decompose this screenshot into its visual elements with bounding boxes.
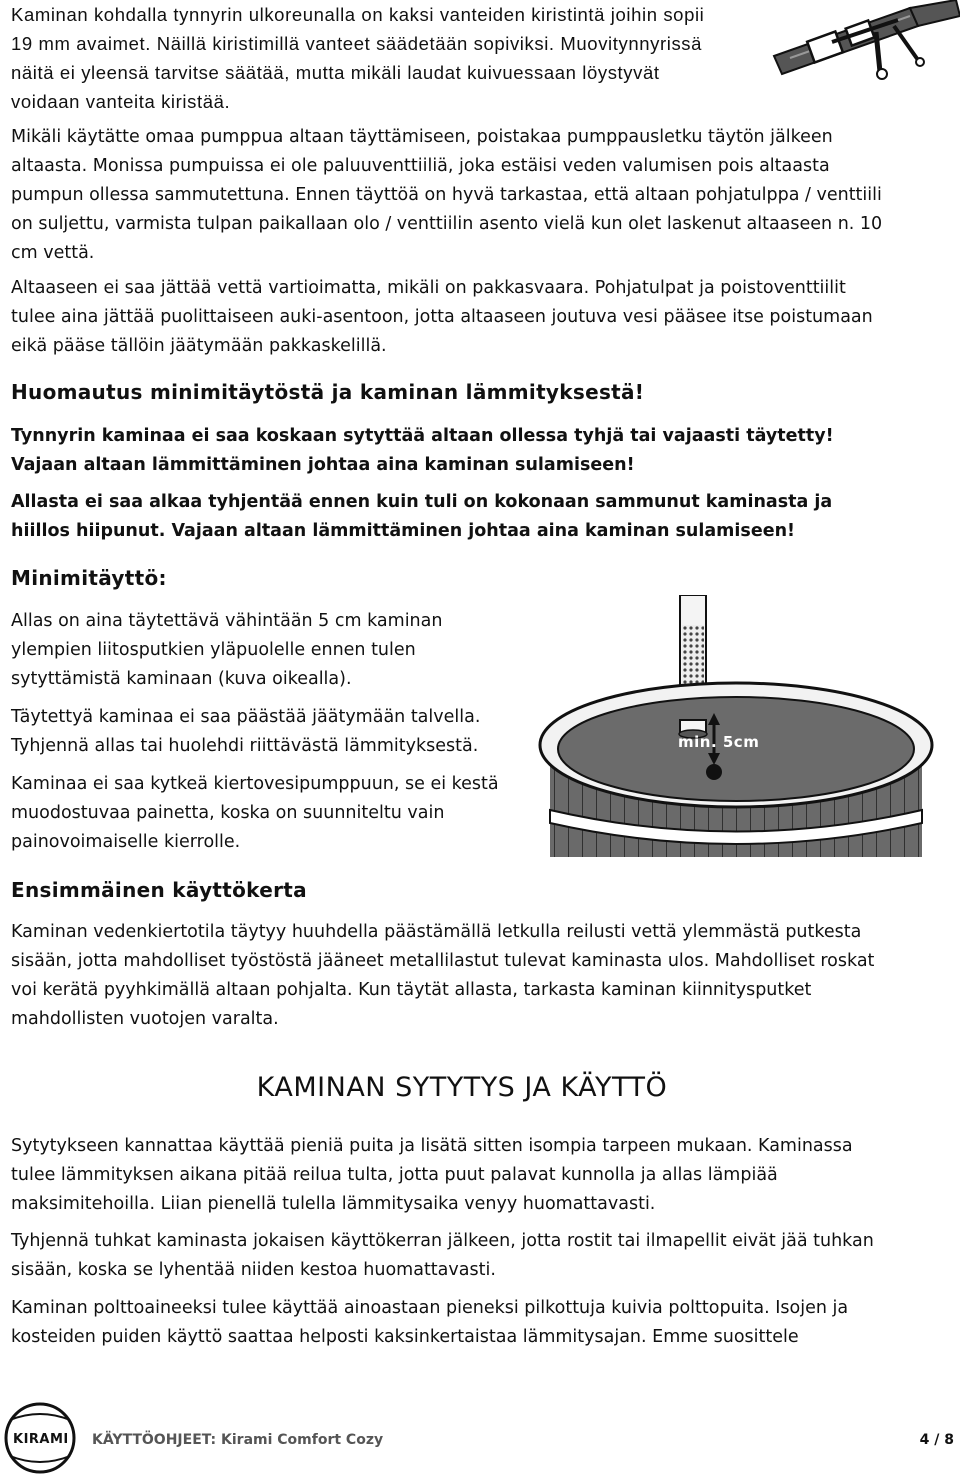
text-line: voi kerätä pyyhkimällä altaan pohjalta. Kun täytät allasta, tarkasta kaminan kiinnitysputket [11, 980, 812, 1000]
text-line: eikä pääse tällöin jäätymään pakkaskelillä. [11, 336, 387, 356]
min-fill-paragraph-3 [11, 770, 499, 857]
text-line: Kaminaa ei saa kytkeä kiertovesipumppuun, se ei kestä [11, 774, 499, 794]
tub-minimum-fill-illustration [526, 595, 946, 857]
text-line: kosteiden puiden käyttö saattaa helposti kaksinkertaistaa lämmitysajan. Emme suosittele [11, 1327, 799, 1347]
text-line: sytyttämistä kaminaan (kuva oikealla). [11, 669, 352, 689]
first-use-heading: Ensimmäinen käyttökerta [11, 878, 307, 902]
text-line: tulee lämmityksen aikana pitää reilua tulta, jotta puut palavat kunnolla ja allas lämpiää [11, 1165, 778, 1185]
section-title: KAMINAN SYTYTYS JA KÄYTTÖ [256, 1072, 668, 1103]
text-line: Täytettyä kaminaa ei saa päästää jäätymään talvella. [11, 707, 481, 727]
text-line: Allasta ei saa alkaa tyhjentää ennen kuin tuli on kokonaan sammunut kaminasta ja [11, 492, 833, 512]
first-use-paragraph [11, 918, 874, 1034]
intro-paragraph [11, 0, 704, 116]
ash-paragraph [11, 1227, 874, 1285]
page-number: 4 / 8 [919, 1432, 954, 1448]
text-line: tulee aina jättää puolittaiseen auki-asentoon, jotta altaaseen joutuva vesi pääsee itse poistumaan [11, 307, 873, 327]
text-line: sisään, koska se lyhentää niiden kestoa huomattavasti. [11, 1260, 496, 1280]
text-line: painovoimaiselle kierrolle. [11, 832, 241, 852]
text-line: Sytytykseen kannattaa käyttää pieniä puita ja lisätä sitten isompia tarpeen mukaan. Kaminassa [11, 1136, 853, 1156]
text-line: Altaaseen ei saa jättää vettä vartioimatta, mikäli on pakkasvaara. Pohjatulpat ja poistoventtiilit [11, 278, 846, 298]
text-line: muodostuvaa painetta, koska on suunniteltu vain [11, 803, 445, 823]
minimum-fill-heading: Minimitäyttö: [11, 566, 167, 590]
text-line: Mikäli käytätte omaa pumppua altaan täyttämiseen, poistakaa pumppausletku täytön jälkeen [11, 127, 833, 147]
text-line: Kaminan kohdalla tynnyrin ulkoreunalla on kaksi vanteiden kiristintä joihin sopii [11, 4, 705, 25]
text-line: hiillos hiipunut. Vajaan altaan lämmittäminen johtaa aina kaminan sulamiseen! [11, 521, 796, 541]
text-line: Tynnyrin kaminaa ei saa koskaan sytyttää altaan ollessa tyhjä tai vajaasti täytetty! [11, 426, 834, 446]
figure-label: min. 5cm [678, 733, 760, 751]
text-line: Vajaan altaan lämmittäminen johtaa aina kaminan sulamiseen! [11, 455, 635, 475]
footer-label-product: Kirami Comfort Cozy [221, 1432, 384, 1448]
ignition-paragraph [11, 1132, 853, 1219]
footer-label-prefix: KÄYTTÖOHJEET: [92, 1432, 217, 1448]
min-fill-paragraph-1 [11, 607, 442, 694]
warning-fire-empty [11, 422, 834, 480]
text-line: sisään, jotta mahdolliset työstöstä jääneet metallilastut tulevat kaminasta ulos. Mahdolliset roskat [11, 951, 875, 971]
text-line: maksimitehoilla. Liian pienellä tulella lämmitysaika venyy huomattavasti. [11, 1194, 656, 1214]
text-line: Allas on aina täytettävä vähintään 5 cm kaminan [11, 611, 443, 631]
notice-heading: Huomautus minimitäytöstä ja kaminan lämmityksestä! [11, 380, 645, 404]
text-line: on suljettu, varmista tulpan paikallaan olo / venttiilin asento vielä kun olet laskenut altaaseen n. 10 [11, 214, 883, 234]
text-line: 19 mm avaimet. Näillä kiristimillä vanteet säädetään sopiviksi. Muovitynnyrissä [11, 33, 703, 54]
warning-drain [11, 488, 832, 546]
text-line: voidaan vanteita kiristää. [11, 91, 231, 112]
text-line: Kaminan polttoaineeksi tulee käyttää ainoastaan pieneksi pilkottuja kuivia polttopuita. Isojen ja [11, 1298, 849, 1318]
band-tensioner-illustration [770, 0, 960, 100]
text-line: Tyhjennä tuhkat kaminasta jokaisen käyttökerran jälkeen, jotta rostit tai ilmapellit eivät jää tuhkan [11, 1231, 874, 1251]
logo-text: KIRAMI [13, 1432, 69, 1447]
text-line: altaasta. Monissa pumpuissa ei ole paluuventtiiliä, joka estäisi veden valumisen pois altaasta [11, 156, 830, 176]
text-line: mahdollisten vuotojen varalta. [11, 1009, 279, 1029]
frost-paragraph [11, 274, 873, 361]
text-line: Tyhjennä allas tai huolehdi riittävästä lämmityksestä. [11, 736, 479, 756]
pump-paragraph [11, 123, 882, 268]
footer-label [92, 1432, 383, 1448]
text-line: Kaminan vedenkiertotila täytyy huuhdella päästämällä letkulla reilusti vettä ylemmästä putkesta [11, 922, 862, 942]
fuel-paragraph [11, 1294, 848, 1352]
min-fill-paragraph-2 [11, 703, 480, 761]
text-line: ylempien liitosputkien yläpuolelle ennen tulen [11, 640, 416, 660]
text-line: pumpun ollessa sammutettuna. Ennen täyttöä on hyvä tarkastaa, että altaan pohjatulppa / venttiili [11, 185, 882, 205]
text-line: cm vettä. [11, 243, 95, 263]
text-line: näitä ei yleensä tarvitse säätää, mutta mikäli laudat kuivuessaan löystyvät [11, 62, 660, 83]
